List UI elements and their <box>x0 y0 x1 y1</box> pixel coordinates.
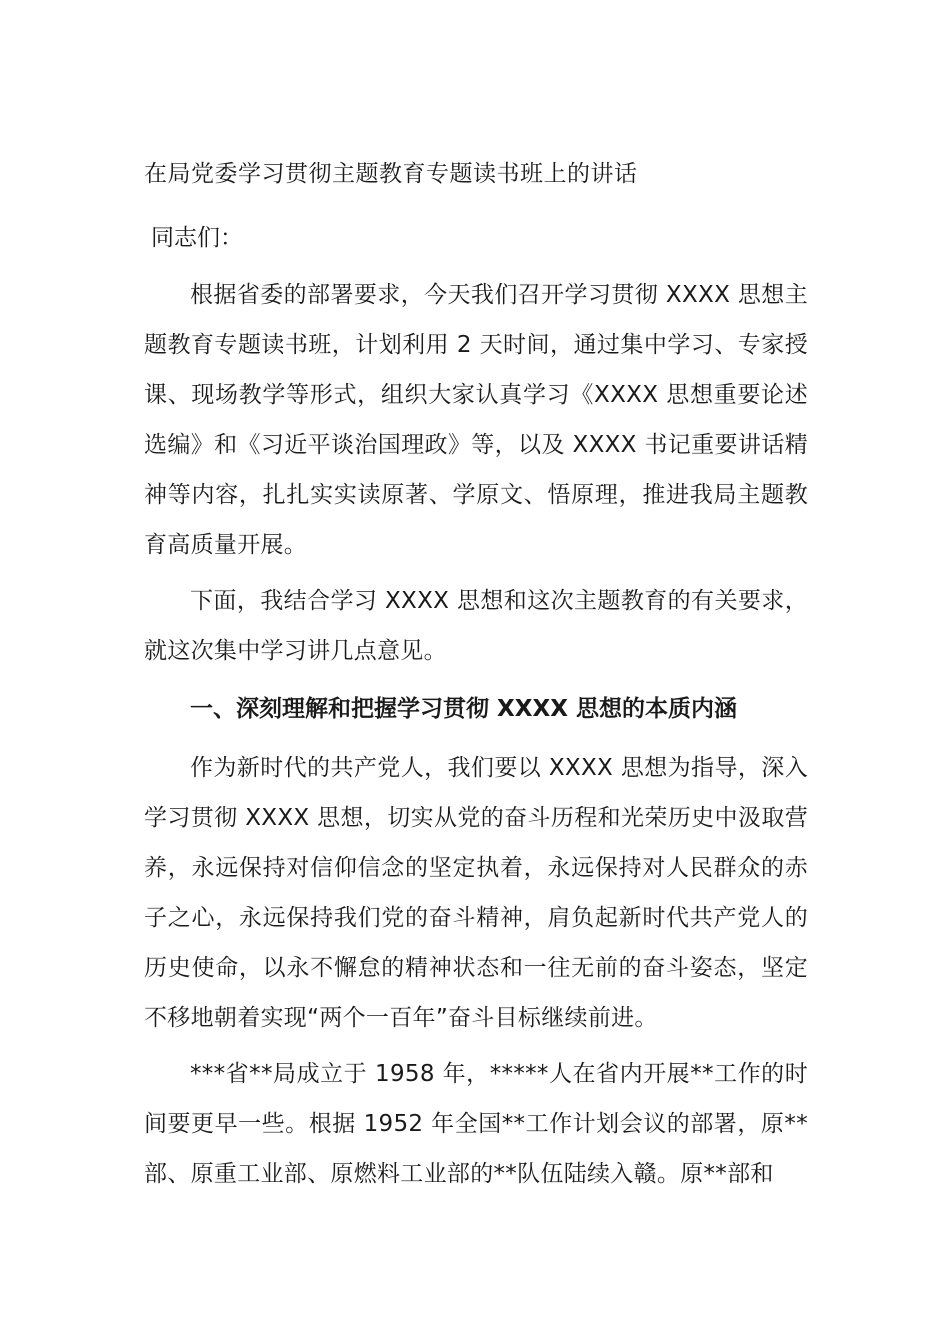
paragraph-section-1: 作为新时代的共产党人，我们要以 XXXX 思想为指导，深入学习贯彻 XXXX 思想，切实从党的奋斗历程和光荣历史中汲取营养，永远保持对信仰信念的坚定执着，永远保持对人民群众的赤子之心，永远保持我们党的奋斗精神，肩负起新时代共产党人的历史使命，以永不懈怠的精神状态和一往无前的奋斗姿态，坚定不移地朝着实现“两个一百年”奋斗目标继续前进。 <box>144 755 808 1031</box>
paragraph-history: ***省**局成立于 1958 年，*****人在省内开展**工作的时间要更早一些。根据 1952 年全国**工作计划会议的部署，原**部、原重工业部、原燃料工业部的**队伍陆续入赣。原**部和 <box>144 1061 808 1187</box>
paragraph-intro: 根据省委的部署要求，今天我们召开学习贯彻 XXXX 思想主题教育专题读书班，计划利用 2 天时间，通过集中学习、专家授课、现场教学等形式，组织大家认真学习《XXXX 思想重要论述选编》和《习近平谈治国理政》等，以及 XXXX 书记重要讲话精神等内容，扎扎实实读原著、学原文、悟原理，推进我局主题教育高质量开展。 <box>144 282 808 558</box>
paragraph-transition: 下面，我结合学习 XXXX 思想和这次主题教育的有关要求，就这次集中学习讲几点意见。 <box>144 588 808 664</box>
salutation: 同志们： <box>151 225 243 251</box>
section-heading-1: 一、深刻理解和把握学习贯彻 XXXX 思想的本质内涵 <box>190 696 737 722</box>
document-title: 在局党委学习贯彻主题教育专题读书班上的讲话 <box>144 161 638 187</box>
